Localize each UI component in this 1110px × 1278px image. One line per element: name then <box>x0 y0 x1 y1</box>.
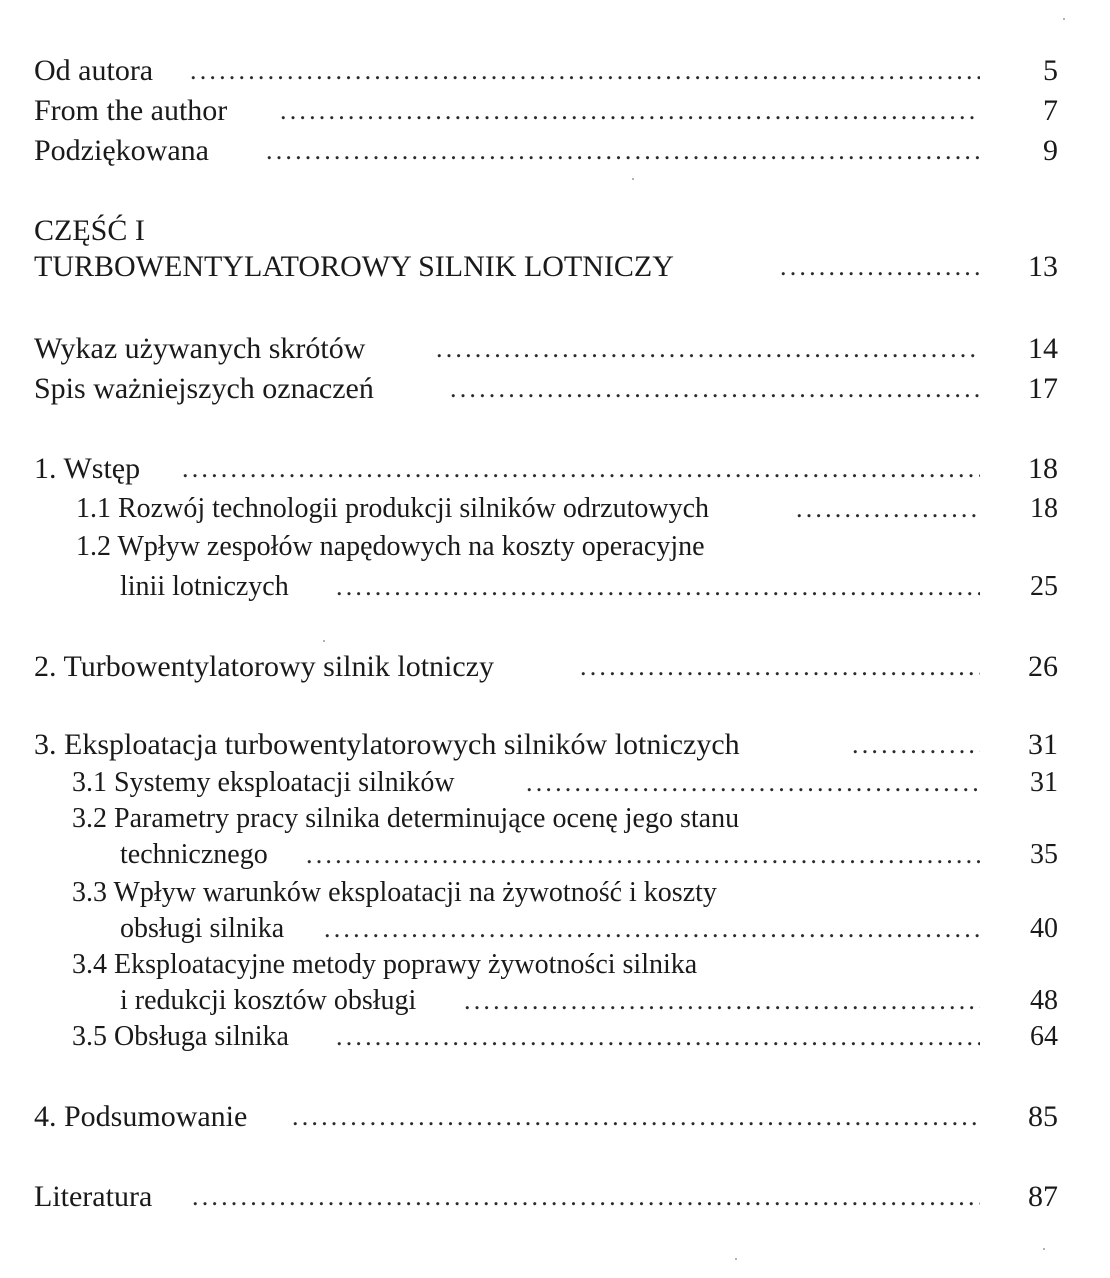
toc-page-number: 9 <box>1043 134 1058 167</box>
dot-leader <box>266 132 980 170</box>
toc-entry-title: 1.1 Rozwój technologii produkcji silników odrzutowych <box>76 490 719 528</box>
toc-page-number: 87 <box>1028 1180 1058 1213</box>
toc-entry-chapter-2 <box>0 648 1110 686</box>
toc-entry-section-3-5 <box>0 1018 1110 1056</box>
toc-entry-title: 3.1 Systemy eksploatacji silników <box>72 764 465 802</box>
toc-page-number: 48 <box>1030 985 1058 1016</box>
toc-entry-spis-oznaczen <box>0 370 1110 408</box>
toc-entry-section-3-3 <box>0 874 1110 912</box>
toc-entry-section-3-4-continuation <box>0 982 1110 1020</box>
toc-entry-section-1-1 <box>0 490 1110 528</box>
toc-entry-title: 3.4 Eksploatacyjne metody poprawy żywotności silnika <box>72 946 707 984</box>
dot-leader <box>436 330 980 368</box>
toc-entry-section-3-1 <box>0 764 1110 802</box>
toc-entry-title: From the author <box>34 92 237 130</box>
toc-entry-title: Podziękowana <box>34 132 219 170</box>
dot-leader <box>526 764 980 802</box>
dot-leader <box>280 92 980 130</box>
toc-entry-section-1-2 <box>0 528 1110 566</box>
toc-entry-chapter-1 <box>0 450 1110 488</box>
scan-speck <box>323 640 325 642</box>
toc-entry-from-the-author <box>0 92 1110 130</box>
toc-entry-title: Wykaz używanych skrótów <box>34 330 375 368</box>
toc-page-number: 26 <box>1028 650 1058 683</box>
toc-entry-title: TURBOWENTYLATOROWY SILNIK LOTNICZY <box>34 248 684 286</box>
toc-entry-continuation: technicznego <box>120 836 278 874</box>
toc-entry-title: 3.2 Parametry pracy silnika determinujące ocenę jego stanu <box>72 800 749 838</box>
toc-entry-title: Od autora <box>34 52 163 90</box>
scan-speck <box>632 178 634 180</box>
toc-entry-section-3-2-continuation <box>0 836 1110 874</box>
toc-entry-chapter-3 <box>0 726 1110 764</box>
toc-entry-title: 3.3 Wpływ warunków eksploatacji na żywotność i koszty <box>72 874 727 912</box>
dot-leader <box>336 568 980 606</box>
toc-entry-chapter-4 <box>0 1098 1110 1136</box>
toc-entry-continuation: linii lotniczych <box>120 568 299 606</box>
toc-entry-section-3-4 <box>0 946 1110 984</box>
part-heading <box>0 212 1110 250</box>
dot-leader <box>292 1098 980 1136</box>
toc-page-number: 40 <box>1030 913 1058 944</box>
toc-page-number: 18 <box>1028 452 1058 485</box>
toc-page-number: 5 <box>1043 54 1058 87</box>
toc-entry-title: 2. Turbowentylatorowy silnik lotniczy <box>34 648 504 686</box>
scan-speck <box>735 1258 737 1260</box>
toc-entry-title: 1.2 Wpływ zespołów napędowych na koszty operacyjne <box>76 528 715 566</box>
toc-entry-title: 4. Podsumowanie <box>34 1098 257 1136</box>
dot-leader <box>796 490 980 528</box>
toc-entry-literatura <box>0 1178 1110 1216</box>
toc-entry-wykaz-skrotow <box>0 330 1110 368</box>
toc-entry-section-3-3-continuation <box>0 910 1110 948</box>
toc-page-number: 31 <box>1030 767 1058 798</box>
toc-entry-title: Spis ważniejszych oznaczeń <box>34 370 384 408</box>
dot-leader <box>336 1018 980 1056</box>
scan-speck <box>1063 18 1065 20</box>
toc-page-number: 14 <box>1028 332 1058 365</box>
toc-entry-section-1-2-continuation <box>0 568 1110 606</box>
toc-page-number: 18 <box>1030 493 1058 524</box>
toc-entry-title: Literatura <box>34 1178 162 1216</box>
dot-leader <box>182 450 980 488</box>
dot-leader <box>464 982 980 1020</box>
dot-leader <box>780 248 980 286</box>
dot-leader <box>852 726 980 764</box>
toc-page-number: 17 <box>1028 372 1058 405</box>
toc-entry-od-autora <box>0 52 1110 90</box>
toc-entry-continuation: obsługi silnika <box>120 910 294 948</box>
dot-leader <box>306 836 980 874</box>
dot-leader <box>324 910 980 948</box>
toc-entry-title: 3. Eksploatacja turbowentylatorowych silników lotniczych <box>34 726 750 764</box>
toc-entry-title: 3.5 Obsługa silnika <box>72 1018 299 1056</box>
toc-entry-part-title <box>0 248 1110 286</box>
toc-page-number: 85 <box>1028 1100 1058 1133</box>
dot-leader <box>450 370 980 408</box>
part-label: CZĘŚĆ I <box>34 212 155 250</box>
scan-speck <box>1043 1248 1045 1250</box>
dot-leader <box>580 648 980 686</box>
toc-page-number: 13 <box>1028 250 1058 283</box>
toc-page-number: 31 <box>1028 728 1058 761</box>
toc-page-number: 7 <box>1043 94 1058 127</box>
dot-leader <box>190 52 980 90</box>
dot-leader <box>192 1178 980 1216</box>
toc-page-number: 64 <box>1030 1021 1058 1052</box>
toc-entry-title: 1. Wstęp <box>34 450 150 488</box>
toc-page-number: 35 <box>1030 839 1058 870</box>
toc-entry-section-3-2 <box>0 800 1110 838</box>
toc-entry-continuation: i redukcji kosztów obsługi <box>120 982 426 1020</box>
toc-entry-podziekowana <box>0 132 1110 170</box>
toc-page-number: 25 <box>1030 571 1058 602</box>
